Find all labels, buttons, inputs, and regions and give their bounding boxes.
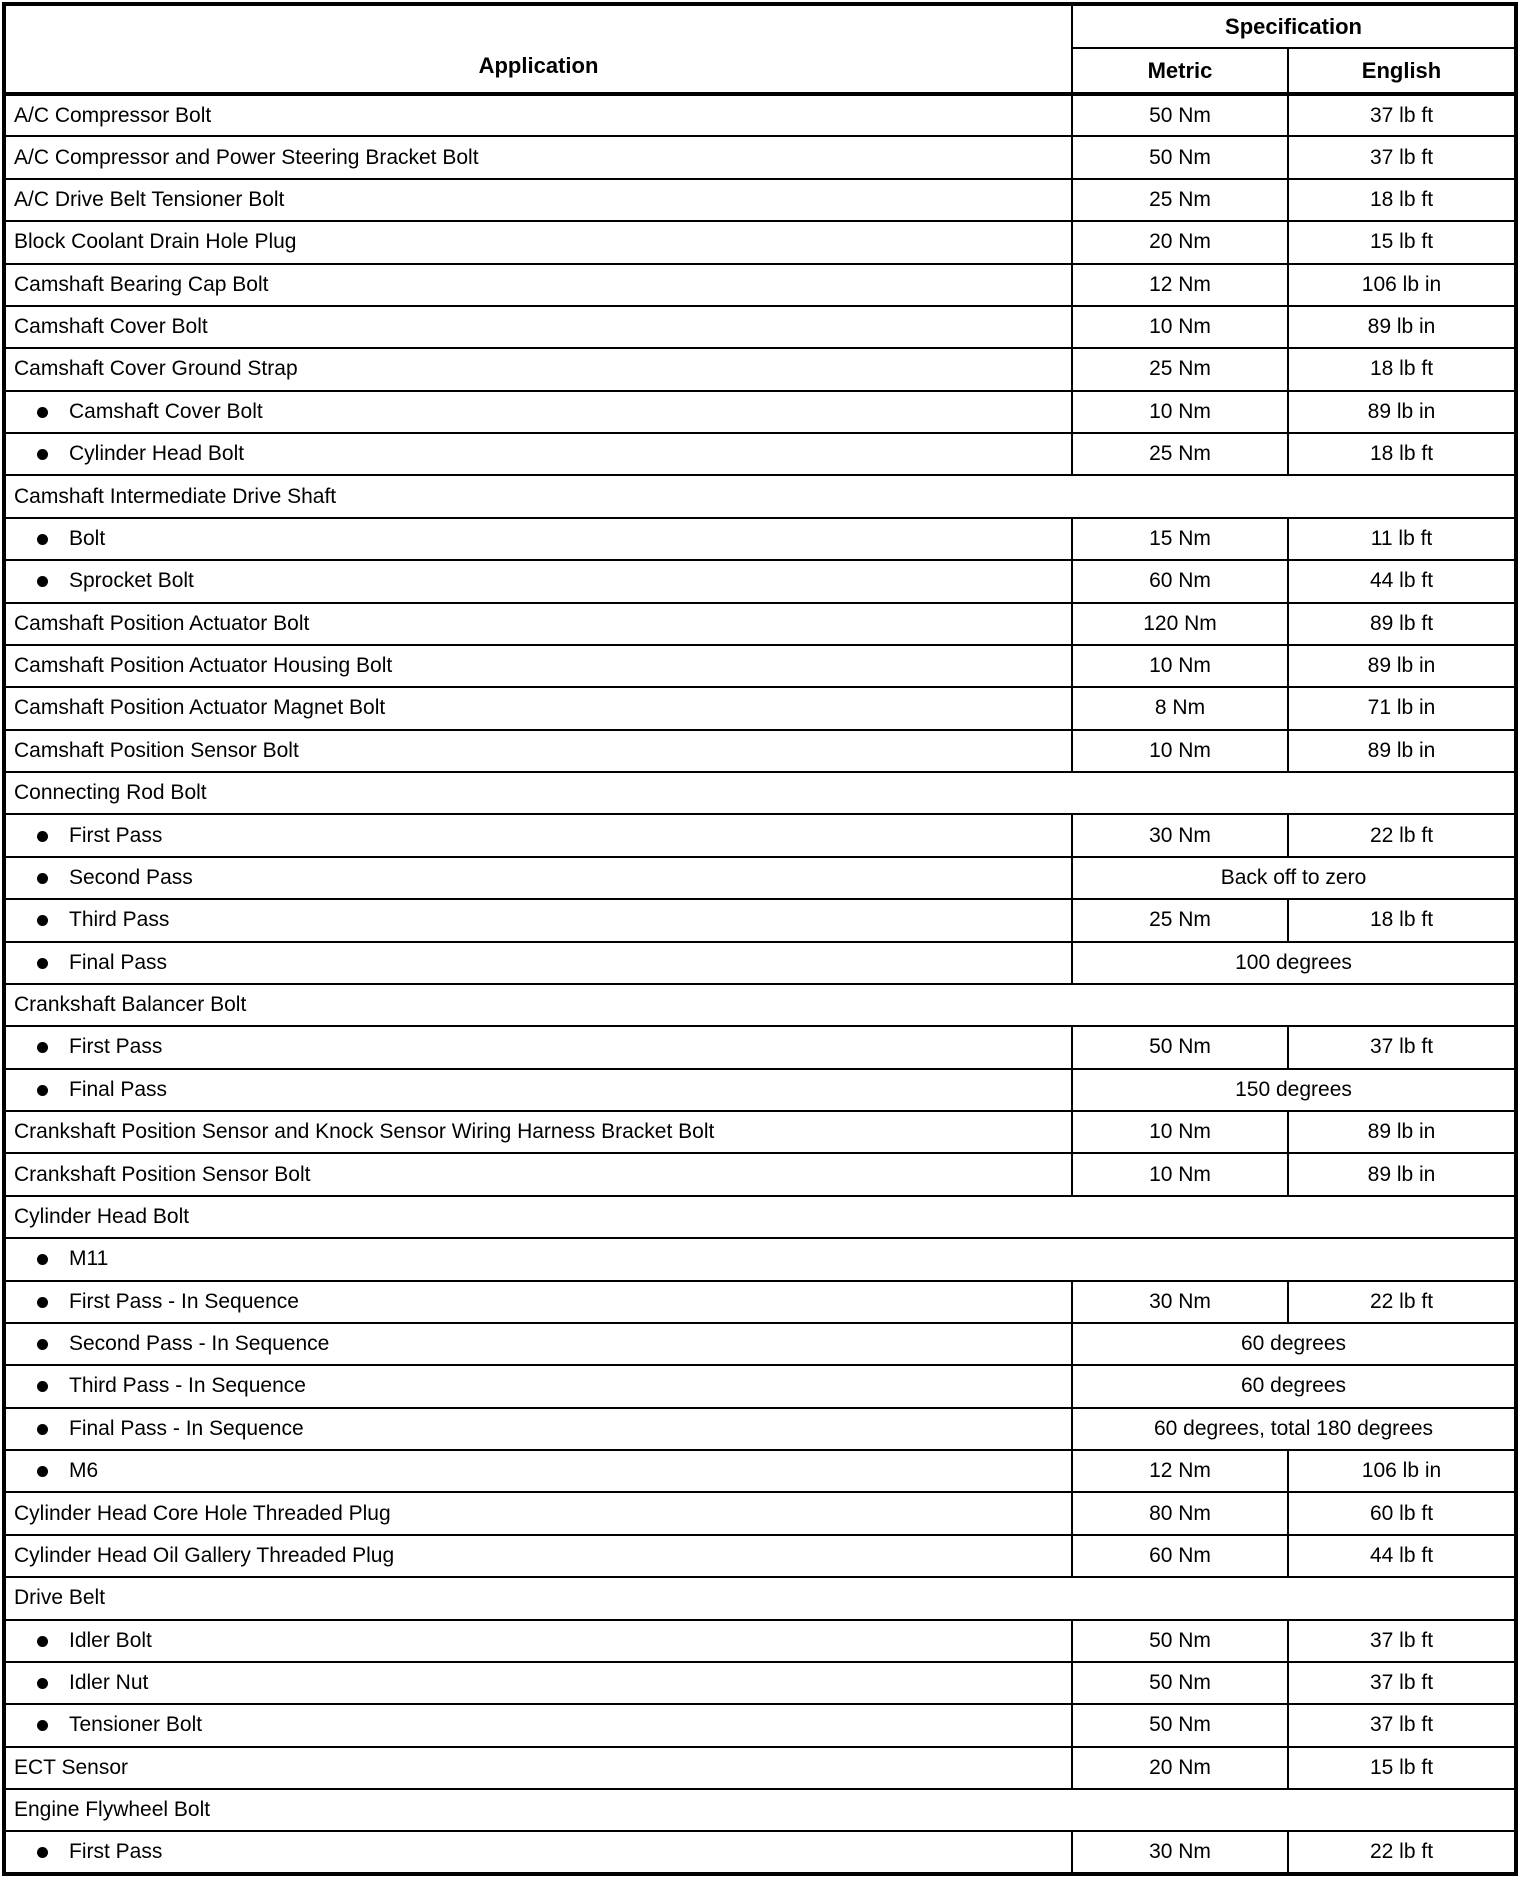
row-label-text: A/C Compressor Bolt (14, 103, 212, 127)
english-value: 106 lb in (1288, 1450, 1516, 1492)
row-label (4, 1704, 1072, 1746)
row-label-text: Cylinder Head Bolt (14, 1204, 190, 1228)
table-row (4, 1026, 1516, 1068)
bullet-icon (37, 576, 48, 587)
bullet-icon (37, 1678, 48, 1689)
row-label (4, 475, 1516, 517)
row-label (4, 1662, 1072, 1704)
row-label (4, 814, 1072, 856)
table-header (4, 4, 1516, 94)
metric-value: 10 Nm (1072, 391, 1288, 433)
row-label-text: Tensioner Bolt (69, 1713, 203, 1737)
english-value: 37 lb ft (1288, 1662, 1516, 1704)
spec-table-body (4, 94, 1516, 1874)
table-row (4, 1153, 1516, 1195)
row-label-text: Camshaft Position Actuator Bolt (14, 611, 310, 635)
row-label-text: Connecting Rod Bolt (14, 781, 207, 805)
english-value: 89 lb in (1288, 391, 1516, 433)
bullet-icon (37, 1381, 48, 1392)
row-label-text: Final Pass (69, 1077, 168, 1101)
bullet-icon (37, 958, 48, 969)
bullet-icon (37, 449, 48, 460)
bullet-icon (37, 1424, 48, 1435)
row-label (4, 772, 1516, 814)
row-label-text: ECT Sensor (14, 1755, 128, 1779)
table-row (4, 1365, 1516, 1407)
english-value: 71 lb in (1288, 687, 1516, 729)
english-column-header: English (1288, 48, 1516, 94)
table-row (4, 687, 1516, 729)
row-label (4, 348, 1072, 390)
table-row (4, 814, 1516, 856)
metric-value: 20 Nm (1072, 221, 1288, 263)
row-label (4, 518, 1072, 560)
table-row (4, 984, 1516, 1026)
row-label-text: M11 (69, 1247, 109, 1271)
application-column-header: Application (4, 4, 1072, 94)
metric-value: 25 Nm (1072, 433, 1288, 475)
row-label-text: Final Pass (69, 950, 168, 974)
table-row (4, 1492, 1516, 1534)
row-label (4, 560, 1072, 602)
row-label-text: A/C Compressor and Power Steering Bracket Bolt (14, 145, 479, 169)
row-label (4, 1620, 1072, 1662)
row-label (4, 603, 1072, 645)
table-row (4, 433, 1516, 475)
row-label (4, 984, 1516, 1026)
table-row (4, 1620, 1516, 1662)
metric-value: 80 Nm (1072, 1492, 1288, 1534)
spanning-value: 60 degrees (1072, 1365, 1516, 1407)
english-value: 22 lb ft (1288, 814, 1516, 856)
bullet-icon (37, 1466, 48, 1477)
table-row (4, 179, 1516, 221)
bullet-icon (37, 831, 48, 842)
row-label-text: Idler Bolt (69, 1628, 152, 1652)
row-label-text: Camshaft Bearing Cap Bolt (14, 272, 269, 296)
english-value: 22 lb ft (1288, 1831, 1516, 1874)
row-label-text: Camshaft Cover Bolt (14, 315, 208, 339)
metric-value: 12 Nm (1072, 264, 1288, 306)
bullet-icon (37, 407, 48, 418)
english-value: 89 lb ft (1288, 603, 1516, 645)
bullet-icon (37, 1847, 48, 1858)
row-label (4, 1577, 1516, 1619)
row-label (4, 1281, 1072, 1323)
specification-column-header: Specification (1072, 4, 1516, 48)
english-value: 44 lb ft (1288, 1535, 1516, 1577)
metric-value: 25 Nm (1072, 348, 1288, 390)
metric-value: 8 Nm (1072, 687, 1288, 729)
table-row (4, 1662, 1516, 1704)
english-value: 37 lb ft (1288, 1704, 1516, 1746)
row-label (4, 942, 1072, 984)
english-value: 15 lb ft (1288, 1747, 1516, 1789)
metric-value: 50 Nm (1072, 1662, 1288, 1704)
spanning-value: 60 degrees, total 180 degrees (1072, 1408, 1516, 1450)
row-label (4, 687, 1072, 729)
row-label (4, 1408, 1072, 1450)
row-label (4, 730, 1072, 772)
english-value: 18 lb ft (1288, 899, 1516, 941)
row-label (4, 1069, 1072, 1111)
bullet-icon (37, 873, 48, 884)
row-label-text: Drive Belt (14, 1586, 106, 1610)
row-label (4, 1831, 1072, 1874)
metric-value: 12 Nm (1072, 1450, 1288, 1492)
metric-value: 120 Nm (1072, 603, 1288, 645)
row-label-text: Second Pass (69, 865, 193, 889)
english-value: 37 lb ft (1288, 1026, 1516, 1068)
row-label-text: Third Pass (69, 908, 170, 932)
row-label-text: Bolt (69, 526, 106, 550)
row-label (4, 433, 1072, 475)
metric-value: 10 Nm (1072, 730, 1288, 772)
metric-value: 10 Nm (1072, 645, 1288, 687)
bullet-icon (37, 1042, 48, 1053)
english-value: 18 lb ft (1288, 348, 1516, 390)
row-label (4, 391, 1072, 433)
table-row (4, 1111, 1516, 1153)
metric-value: 25 Nm (1072, 179, 1288, 221)
table-row (4, 1069, 1516, 1111)
row-label (4, 1026, 1072, 1068)
table-row (4, 1747, 1516, 1789)
metric-value: 20 Nm (1072, 1747, 1288, 1789)
row-label-text: Crankshaft Position Sensor and Knock Sensor Wiring Harness Bracket Bolt (14, 1120, 715, 1144)
table-row (4, 560, 1516, 602)
row-label-text: Camshaft Intermediate Drive Shaft (14, 484, 337, 508)
row-label (4, 1153, 1072, 1195)
english-value: 89 lb in (1288, 1111, 1516, 1153)
row-label-text: M6 (69, 1459, 99, 1483)
row-label (4, 94, 1072, 136)
english-value: 89 lb in (1288, 306, 1516, 348)
row-label (4, 1789, 1516, 1831)
table-row (4, 391, 1516, 433)
metric-value: 25 Nm (1072, 899, 1288, 941)
table-row (4, 1408, 1516, 1450)
table-row (4, 1323, 1516, 1365)
english-value: 15 lb ft (1288, 221, 1516, 263)
row-label (4, 1196, 1516, 1238)
row-label-text: Cylinder Head Core Hole Threaded Plug (14, 1501, 391, 1525)
english-value: 106 lb in (1288, 264, 1516, 306)
english-value: 22 lb ft (1288, 1281, 1516, 1323)
english-value: 37 lb ft (1288, 94, 1516, 136)
english-value: 18 lb ft (1288, 179, 1516, 221)
metric-value: 10 Nm (1072, 306, 1288, 348)
row-label-text: Cylinder Head Oil Gallery Threaded Plug (14, 1543, 395, 1567)
spanning-value: 150 degrees (1072, 1069, 1516, 1111)
table-row (4, 645, 1516, 687)
fastener-tightening-spec-table (2, 2, 1518, 1876)
table-row (4, 221, 1516, 263)
metric-value: 10 Nm (1072, 1111, 1288, 1153)
row-label-text: Crankshaft Position Sensor Bolt (14, 1162, 311, 1186)
table-row (4, 1577, 1516, 1619)
english-value: 18 lb ft (1288, 433, 1516, 475)
table-row (4, 1535, 1516, 1577)
row-label (4, 1111, 1072, 1153)
table-row (4, 475, 1516, 517)
bullet-icon (37, 534, 48, 545)
english-value: 89 lb in (1288, 645, 1516, 687)
row-label (4, 1492, 1072, 1534)
table-row (4, 857, 1516, 899)
row-label (4, 645, 1072, 687)
row-label (4, 136, 1072, 178)
bullet-icon (37, 1339, 48, 1350)
english-value: 11 lb ft (1288, 518, 1516, 560)
english-value: 60 lb ft (1288, 1492, 1516, 1534)
english-value: 37 lb ft (1288, 1620, 1516, 1662)
bullet-icon (37, 1297, 48, 1308)
spanning-value: Back off to zero (1072, 857, 1516, 899)
table-row (4, 1789, 1516, 1831)
metric-value: 50 Nm (1072, 94, 1288, 136)
table-row (4, 1238, 1516, 1280)
row-label (4, 1323, 1072, 1365)
row-label (4, 221, 1072, 263)
table-row (4, 518, 1516, 560)
english-value: 44 lb ft (1288, 560, 1516, 602)
metric-value: 15 Nm (1072, 518, 1288, 560)
row-label-text: First Pass (69, 1035, 163, 1059)
metric-value: 10 Nm (1072, 1153, 1288, 1195)
bullet-icon (37, 1085, 48, 1096)
row-label-text: Second Pass - In Sequence (69, 1332, 330, 1356)
metric-value: 50 Nm (1072, 1620, 1288, 1662)
row-label (4, 179, 1072, 221)
table-row (4, 772, 1516, 814)
table-row (4, 730, 1516, 772)
row-label-text: Camshaft Position Actuator Magnet Bolt (14, 696, 386, 720)
row-label (4, 306, 1072, 348)
table-row (4, 1196, 1516, 1238)
row-label-text: Camshaft Cover Ground Strap (14, 357, 298, 381)
metric-value: 50 Nm (1072, 1026, 1288, 1068)
table-row (4, 306, 1516, 348)
spanning-value: 100 degrees (1072, 942, 1516, 984)
metric-value: 50 Nm (1072, 136, 1288, 178)
table-row (4, 136, 1516, 178)
row-label-text: Camshaft Position Actuator Housing Bolt (14, 654, 393, 678)
row-label-text: Block Coolant Drain Hole Plug (14, 230, 297, 254)
spanning-value: 60 degrees (1072, 1323, 1516, 1365)
english-value: 89 lb in (1288, 730, 1516, 772)
row-label-text: Third Pass - In Sequence (69, 1374, 306, 1398)
row-label (4, 857, 1072, 899)
metric-column-header: Metric (1072, 48, 1288, 94)
row-label-text: First Pass - In Sequence (69, 1289, 299, 1313)
metric-value: 30 Nm (1072, 1831, 1288, 1874)
row-label-text: Sprocket Bolt (69, 569, 194, 593)
table-row (4, 942, 1516, 984)
metric-value: 60 Nm (1072, 1535, 1288, 1577)
row-label (4, 899, 1072, 941)
row-label-text: Camshaft Cover Bolt (69, 399, 263, 423)
row-label-text: First Pass (69, 1840, 163, 1864)
bullet-icon (37, 1254, 48, 1265)
metric-value: 50 Nm (1072, 1704, 1288, 1746)
table-row (4, 899, 1516, 941)
bullet-icon (37, 1720, 48, 1731)
english-value: 37 lb ft (1288, 136, 1516, 178)
row-label (4, 264, 1072, 306)
table-row (4, 1281, 1516, 1323)
row-label-text: A/C Drive Belt Tensioner Bolt (14, 187, 285, 211)
english-value: 89 lb in (1288, 1153, 1516, 1195)
table-row (4, 603, 1516, 645)
row-label (4, 1450, 1072, 1492)
metric-value: 30 Nm (1072, 1281, 1288, 1323)
table-row (4, 1450, 1516, 1492)
row-label (4, 1747, 1072, 1789)
bullet-icon (37, 1636, 48, 1647)
row-label-text: Engine Flywheel Bolt (14, 1798, 211, 1822)
row-label-text: Idler Nut (69, 1671, 149, 1695)
table-row (4, 1704, 1516, 1746)
row-label (4, 1238, 1516, 1280)
table-row (4, 1831, 1516, 1874)
row-label-text: Camshaft Position Sensor Bolt (14, 738, 299, 762)
metric-value: 60 Nm (1072, 560, 1288, 602)
row-label-text: Cylinder Head Bolt (69, 442, 245, 466)
row-label (4, 1365, 1072, 1407)
metric-value: 30 Nm (1072, 814, 1288, 856)
row-label-text: Crankshaft Balancer Bolt (14, 993, 247, 1017)
table-row (4, 264, 1516, 306)
table-row (4, 348, 1516, 390)
table-row (4, 94, 1516, 136)
row-label-text: First Pass (69, 823, 163, 847)
row-label (4, 1535, 1072, 1577)
row-label-text: Final Pass - In Sequence (69, 1416, 304, 1440)
bullet-icon (37, 915, 48, 926)
